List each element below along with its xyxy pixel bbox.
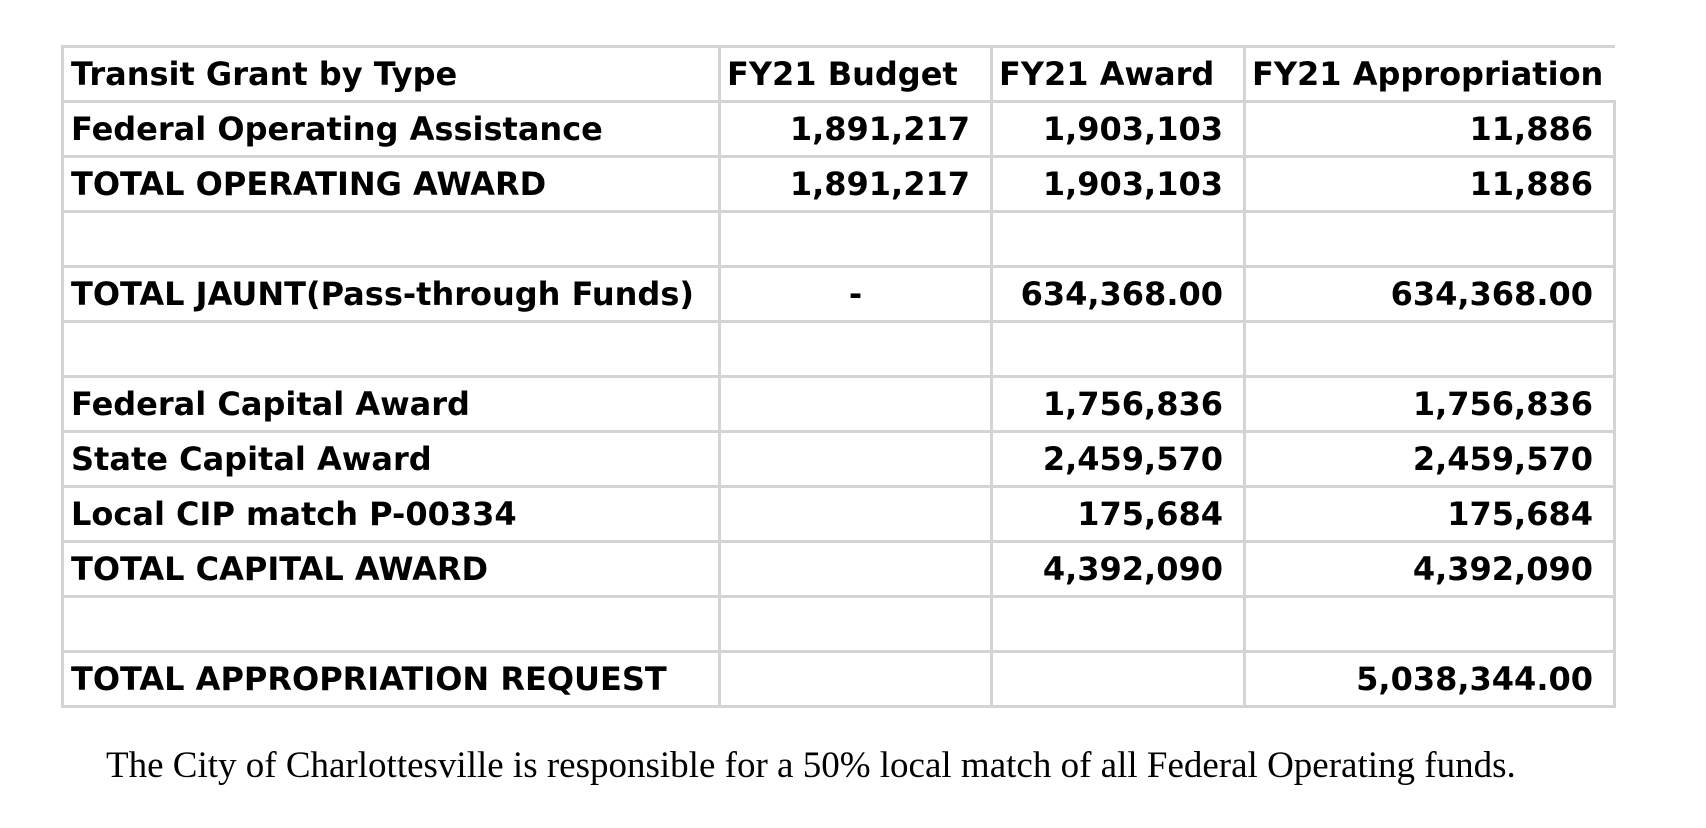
budget-cell bbox=[720, 432, 992, 487]
footnote-text: The City of Charlottesville is responsible for a 50% local match of all Federal Operating funds. bbox=[106, 745, 1516, 786]
award-cell: 1,903,103 bbox=[992, 102, 1245, 157]
award-cell bbox=[992, 597, 1245, 652]
table-row bbox=[63, 542, 1615, 597]
appropriation-cell: 1,756,836 bbox=[1245, 377, 1615, 432]
appropriation-cell: 11,886 bbox=[1245, 102, 1615, 157]
table-row-blank bbox=[63, 212, 1615, 267]
appropriation-cell: 175,684 bbox=[1245, 487, 1615, 542]
award-cell: 1,756,836 bbox=[992, 377, 1245, 432]
row-label: Federal Operating Assistance bbox=[63, 102, 720, 157]
row-label bbox=[63, 212, 720, 267]
table-row bbox=[63, 157, 1615, 212]
row-label: TOTAL CAPITAL AWARD bbox=[63, 542, 720, 597]
header-fy21-award: FY21 Award bbox=[992, 47, 1245, 102]
budget-cell bbox=[720, 212, 992, 267]
table-row bbox=[63, 377, 1615, 432]
row-label bbox=[63, 322, 720, 377]
award-cell: 2,459,570 bbox=[992, 432, 1245, 487]
award-cell bbox=[992, 652, 1245, 707]
budget-cell: - bbox=[720, 267, 992, 322]
award-cell: 634,368.00 bbox=[992, 267, 1245, 322]
row-label: State Capital Award bbox=[63, 432, 720, 487]
row-label: TOTAL OPERATING AWARD bbox=[63, 157, 720, 212]
appropriation-cell bbox=[1245, 322, 1615, 377]
row-label: Federal Capital Award bbox=[63, 377, 720, 432]
budget-cell: 1,891,217 bbox=[720, 102, 992, 157]
table-row bbox=[63, 267, 1615, 322]
table-row bbox=[63, 487, 1615, 542]
award-cell: 4,392,090 bbox=[992, 542, 1245, 597]
appropriation-cell: 5,038,344.00 bbox=[1245, 652, 1615, 707]
header-grant-type: Transit Grant by Type bbox=[63, 47, 720, 102]
appropriation-cell bbox=[1245, 597, 1615, 652]
award-cell bbox=[992, 212, 1245, 267]
table-row-blank bbox=[63, 322, 1615, 377]
award-cell: 175,684 bbox=[992, 487, 1245, 542]
table-header-row bbox=[63, 47, 1615, 102]
row-label: Local CIP match P-00334 bbox=[63, 487, 720, 542]
row-label: TOTAL APPROPRIATION REQUEST bbox=[63, 652, 720, 707]
row-label: TOTAL JAUNT(Pass-through Funds) bbox=[63, 267, 720, 322]
appropriation-cell: 4,392,090 bbox=[1245, 542, 1615, 597]
budget-cell bbox=[720, 322, 992, 377]
budget-cell bbox=[720, 542, 992, 597]
budget-cell bbox=[720, 487, 992, 542]
transit-grant-table bbox=[61, 45, 1616, 708]
appropriation-cell: 11,886 bbox=[1245, 157, 1615, 212]
table-row bbox=[63, 652, 1615, 707]
row-label bbox=[63, 597, 720, 652]
budget-cell: 1,891,217 bbox=[720, 157, 992, 212]
header-fy21-appropriation: FY21 Appropriation bbox=[1245, 47, 1615, 102]
appropriation-cell: 2,459,570 bbox=[1245, 432, 1615, 487]
appropriation-cell bbox=[1245, 212, 1615, 267]
header-fy21-budget: FY21 Budget bbox=[720, 47, 992, 102]
table-row-blank bbox=[63, 597, 1615, 652]
budget-cell bbox=[720, 652, 992, 707]
budget-cell bbox=[720, 377, 992, 432]
award-cell bbox=[992, 322, 1245, 377]
table-row bbox=[63, 432, 1615, 487]
table-row bbox=[63, 102, 1615, 157]
award-cell: 1,903,103 bbox=[992, 157, 1245, 212]
appropriation-cell: 634,368.00 bbox=[1245, 267, 1615, 322]
budget-cell bbox=[720, 597, 992, 652]
